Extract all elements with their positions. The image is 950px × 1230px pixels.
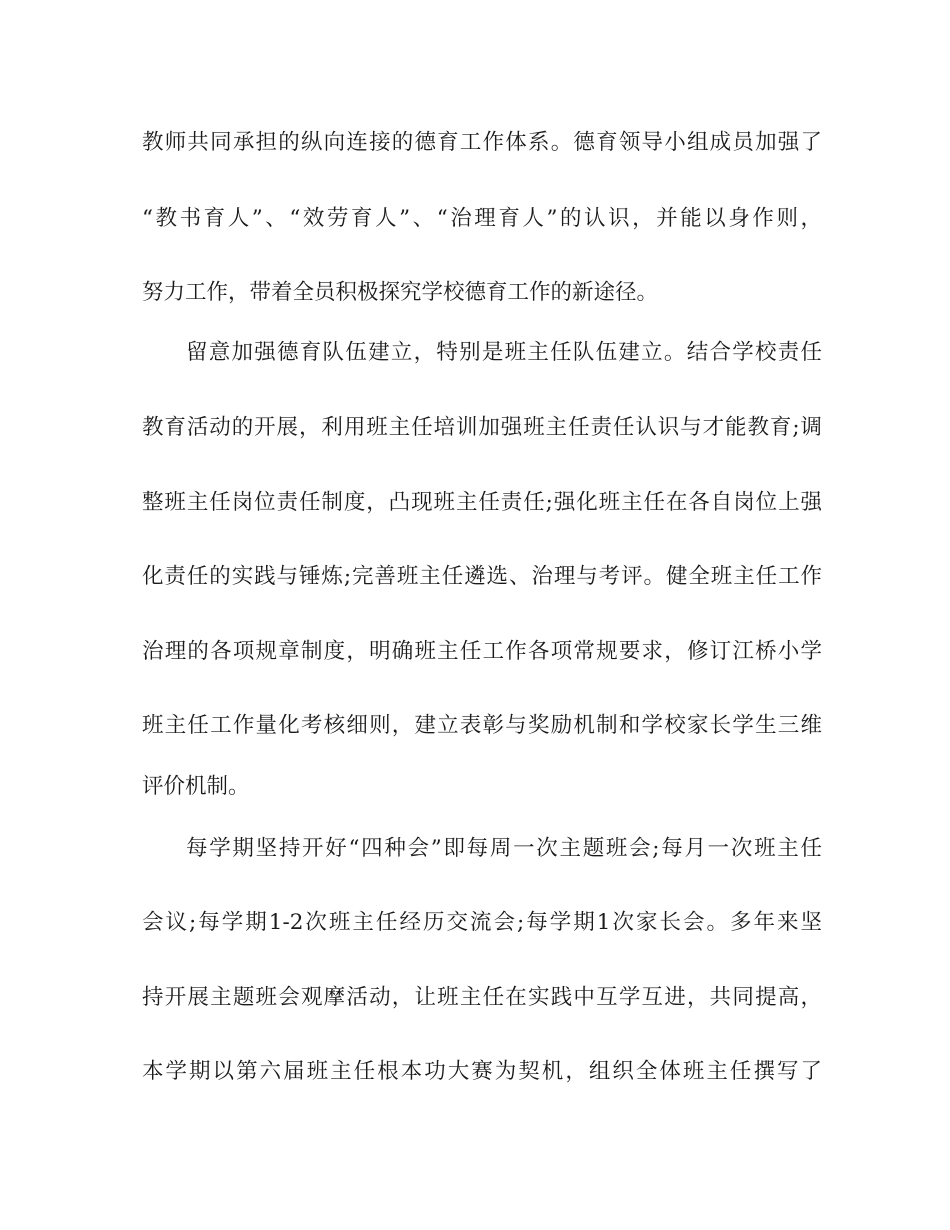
paragraph-line: 整班主任岗位责任制度，凸现班主任责任;强化班主任在各自岗位上强	[142, 490, 822, 515]
paragraph-line: 教师共同承担的纵向连接的德育工作体系。德育领导小组成员加强了	[142, 130, 822, 155]
paragraph-line: “教书育人”、“效劳育人”、“治理育人”的认识，并能以身作则，	[142, 206, 822, 231]
paragraph-line: 本学期以第六届班主任根本功大赛为契机，组织全体班主任撰写了	[142, 1059, 822, 1084]
paragraph-line: 努力工作，带着全员积极探究学校德育工作的新途径。	[142, 280, 659, 305]
paragraph-line: 会议;每学期1-2次班主任经历交流会;每学期1次家长会。多年来坚	[142, 910, 822, 935]
paragraph-line: 班主任工作量化考核细则，建立表彰与奖励机制和学校家长学生三维	[142, 713, 822, 738]
paragraph-line: 治理的各项规章制度，明确班主任工作各项常规要求，修订江桥小学	[142, 639, 822, 664]
paragraph-line: 评价机制。	[142, 774, 250, 799]
paragraph-line: 教育活动的开展，利用班主任培训加强班主任责任认识与才能教育;调	[142, 415, 822, 440]
paragraph-line: 化责任的实践与锤炼;完善班主任遴选、治理与考评。健全班主任工作	[142, 564, 822, 589]
paragraph-line: 留意加强德育队伍建立，特别是班主任队伍建立。结合学校责任	[186, 340, 822, 365]
paragraph-line: 持开展主题班会观摩活动，让班主任在实践中互学互进，共同提高，	[142, 985, 822, 1010]
paragraph-line: 每学期坚持开好“四种会”即每周一次主题班会;每月一次班主任	[186, 836, 822, 861]
